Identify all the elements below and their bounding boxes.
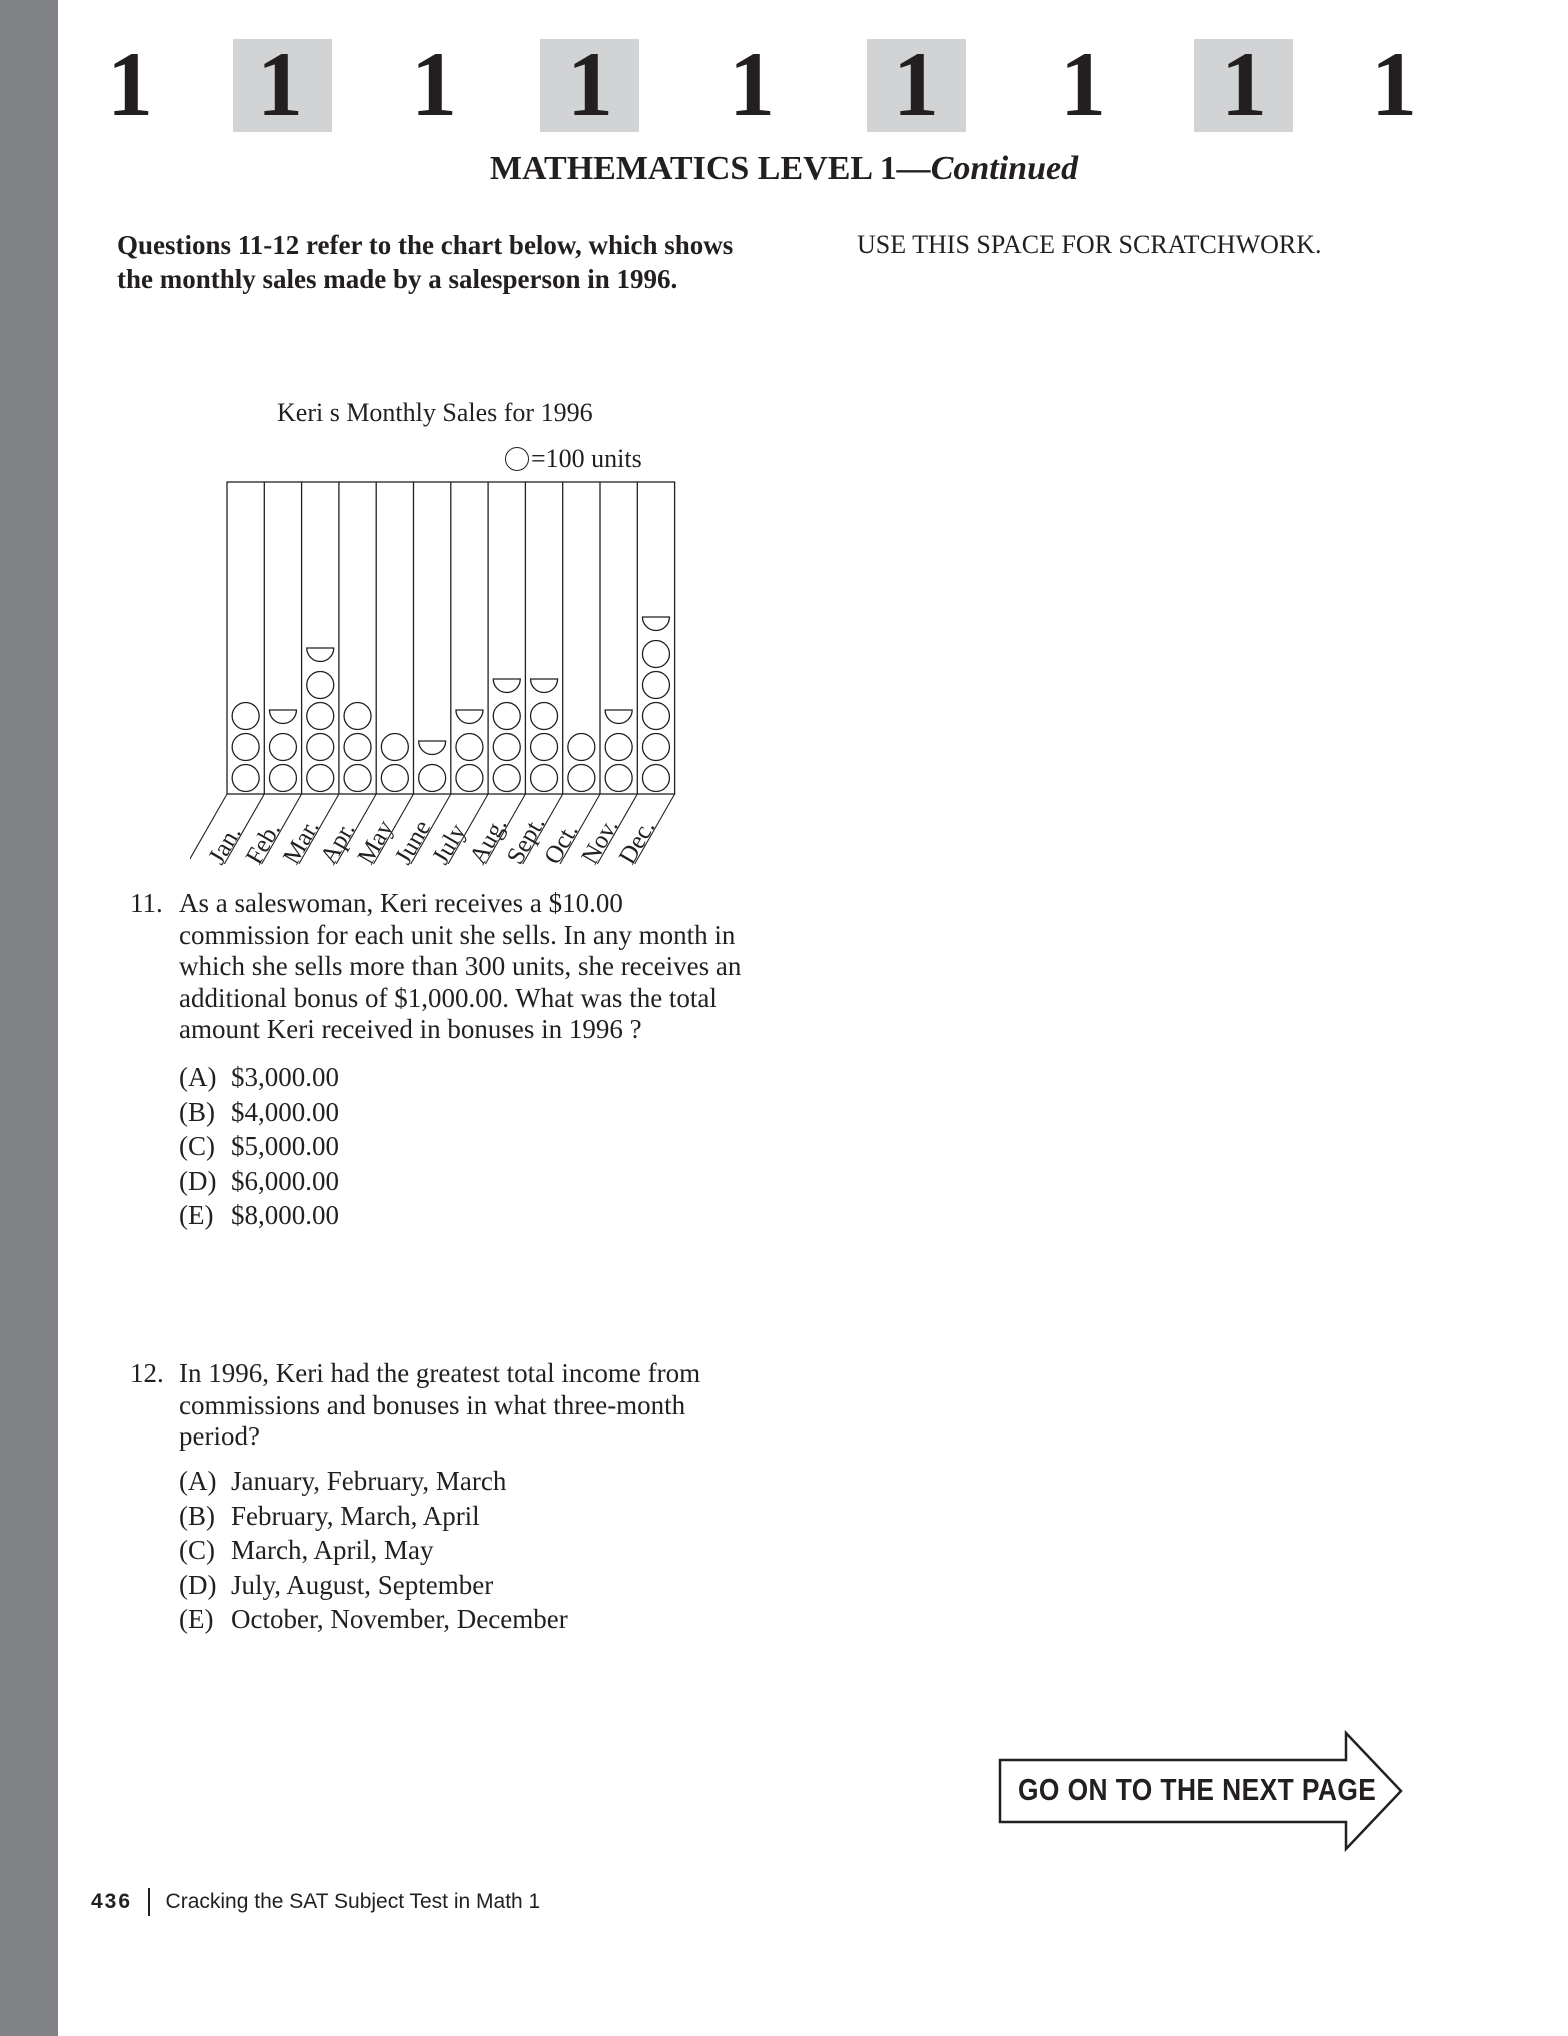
chart-title: Keri s Monthly Sales for 1996 <box>277 398 593 427</box>
month-label: Apr. <box>315 817 361 869</box>
answer-choice <box>179 1568 493 1602</box>
pictograph-chart <box>190 470 710 870</box>
month-label: Sept. <box>501 811 551 869</box>
answer-choice <box>179 1499 480 1533</box>
unit-circle <box>307 765 334 792</box>
unit-circle <box>232 703 259 730</box>
section-digit: 1 <box>893 33 939 135</box>
month-label: June <box>389 815 437 869</box>
section-digit: 1 <box>567 33 613 135</box>
month-label: Nov. <box>576 814 624 869</box>
page-number: 436 <box>91 1890 133 1913</box>
half-unit-circle <box>642 617 669 631</box>
half-unit-circle <box>269 710 296 724</box>
section-digit: 1 <box>107 33 153 135</box>
unit-circle <box>232 765 259 792</box>
answer-choice <box>179 1533 433 1567</box>
unit-circle <box>493 703 520 730</box>
question-text: As a saleswoman, Keri receives a $10.00 commission for each unit she sells. In any month in which she sells more than 300 units, she receives an additional bonus of $1,000.00. What was the total amount Keri received in bonuses in 1996 ? <box>179 888 742 1044</box>
unit-circle <box>642 641 669 668</box>
choice-text: $3,000.00 <box>231 1062 339 1092</box>
unit-circle <box>493 765 520 792</box>
scratchwork-label: USE THIS SPACE FOR SCRATCHWORK. <box>857 230 1322 259</box>
unit-circle <box>642 703 669 730</box>
answer-choice <box>179 1095 339 1129</box>
page-footer <box>91 1888 540 1916</box>
month-label: July <box>427 819 472 869</box>
choice-letter: (D) <box>179 1569 217 1600</box>
unit-circle <box>344 765 371 792</box>
section-digit: 1 <box>1060 33 1106 135</box>
choice-letter: (C) <box>179 1131 215 1161</box>
question-11 <box>0 888 800 1058</box>
choice-letter: (B) <box>179 1500 215 1531</box>
half-unit-circle <box>605 710 632 723</box>
choice-text: February, March, April <box>231 1500 480 1531</box>
month-label: Jan. <box>203 821 247 869</box>
unit-circle <box>605 765 632 792</box>
section-digit: 1 <box>257 33 303 135</box>
half-unit-circle <box>493 679 520 693</box>
question-number: 12. <box>130 1358 164 1388</box>
choice-text: October, November, December <box>231 1604 568 1634</box>
title-suffix: —Continued <box>896 150 1079 187</box>
month-label: Aug. <box>464 812 513 869</box>
month-label: May <box>352 815 399 869</box>
page-title <box>0 150 1568 188</box>
half-unit-circle <box>531 679 558 693</box>
half-unit-circle <box>456 710 483 724</box>
unit-circle <box>605 734 632 761</box>
unit-circle <box>344 734 371 761</box>
answer-choice <box>179 1602 568 1636</box>
unit-circle <box>531 765 558 792</box>
question-intro: Questions 11-12 refer to the chart below, which shows the monthly sales made by a salesperson in 1996. <box>117 230 734 294</box>
unit-circle <box>456 765 483 792</box>
footer-divider <box>148 1888 150 1916</box>
legend-label: =100 units <box>531 444 642 473</box>
choice-letter: (E) <box>179 1604 214 1634</box>
unit-circle <box>307 734 334 761</box>
month-label: Oct. <box>539 818 584 869</box>
answer-choice <box>179 1464 506 1498</box>
unit-circle <box>456 734 483 761</box>
unit-circle <box>307 703 334 730</box>
unit-circle <box>269 765 296 792</box>
month-label: Dec. <box>613 815 661 869</box>
unit-circle <box>642 765 669 792</box>
choice-letter: (A) <box>179 1466 217 1496</box>
month-label: Mar. <box>278 815 325 869</box>
choice-text: January, February, March <box>231 1466 507 1496</box>
answer-choice <box>179 1060 339 1094</box>
book-title: Cracking the SAT Subject Test in Math 1 <box>165 1890 541 1913</box>
unit-circle <box>568 765 595 792</box>
choice-letter: (A) <box>179 1062 217 1092</box>
unit-circle <box>642 734 669 761</box>
unit-circle <box>232 734 259 761</box>
unit-circle <box>381 765 408 792</box>
choice-text: $4,000.00 <box>231 1096 339 1127</box>
section-digit: 1 <box>1221 33 1267 135</box>
unit-circle <box>419 765 446 792</box>
choice-text: March, April, May <box>231 1535 434 1565</box>
unit-circle <box>642 672 669 699</box>
section-digit: 1 <box>1371 33 1417 135</box>
unit-circle <box>307 672 334 699</box>
answer-choice <box>179 1164 339 1198</box>
answer-choice <box>179 1198 339 1232</box>
section-digit: 1 <box>729 33 775 135</box>
unit-circle <box>493 734 520 761</box>
month-label: Feb. <box>240 817 287 869</box>
choice-text: $5,000.00 <box>231 1131 339 1161</box>
question-number: 11. <box>130 888 163 918</box>
choice-letter: (D) <box>179 1165 217 1196</box>
choice-text: $8,000.00 <box>231 1200 339 1230</box>
unit-circle <box>568 734 595 761</box>
unit-circle <box>531 734 558 761</box>
choice-letter: (C) <box>179 1535 215 1565</box>
half-unit-circle <box>419 741 446 755</box>
choice-text: $6,000.00 <box>231 1165 339 1196</box>
unit-circle-icon <box>505 447 529 471</box>
choice-letter: (E) <box>179 1200 214 1230</box>
unit-circle <box>531 703 558 730</box>
section-digit: 1 <box>411 33 457 135</box>
title-main: MATHEMATICS LEVEL 1 <box>489 150 897 187</box>
answer-choice <box>179 1129 339 1163</box>
unit-circle <box>344 703 371 730</box>
choice-text: July, August, September <box>231 1569 494 1600</box>
unit-circle <box>269 734 296 761</box>
question-12 <box>0 1358 800 1458</box>
half-unit-circle <box>307 648 334 662</box>
question-text: In 1996, Keri had the greatest total income from commissions and bonuses in what three-month period? <box>179 1358 701 1451</box>
go-on-next-page: GO ON TO THE NEXT PAGE <box>1018 1772 1377 1807</box>
unit-circle <box>381 734 408 761</box>
choice-letter: (B) <box>179 1096 215 1127</box>
